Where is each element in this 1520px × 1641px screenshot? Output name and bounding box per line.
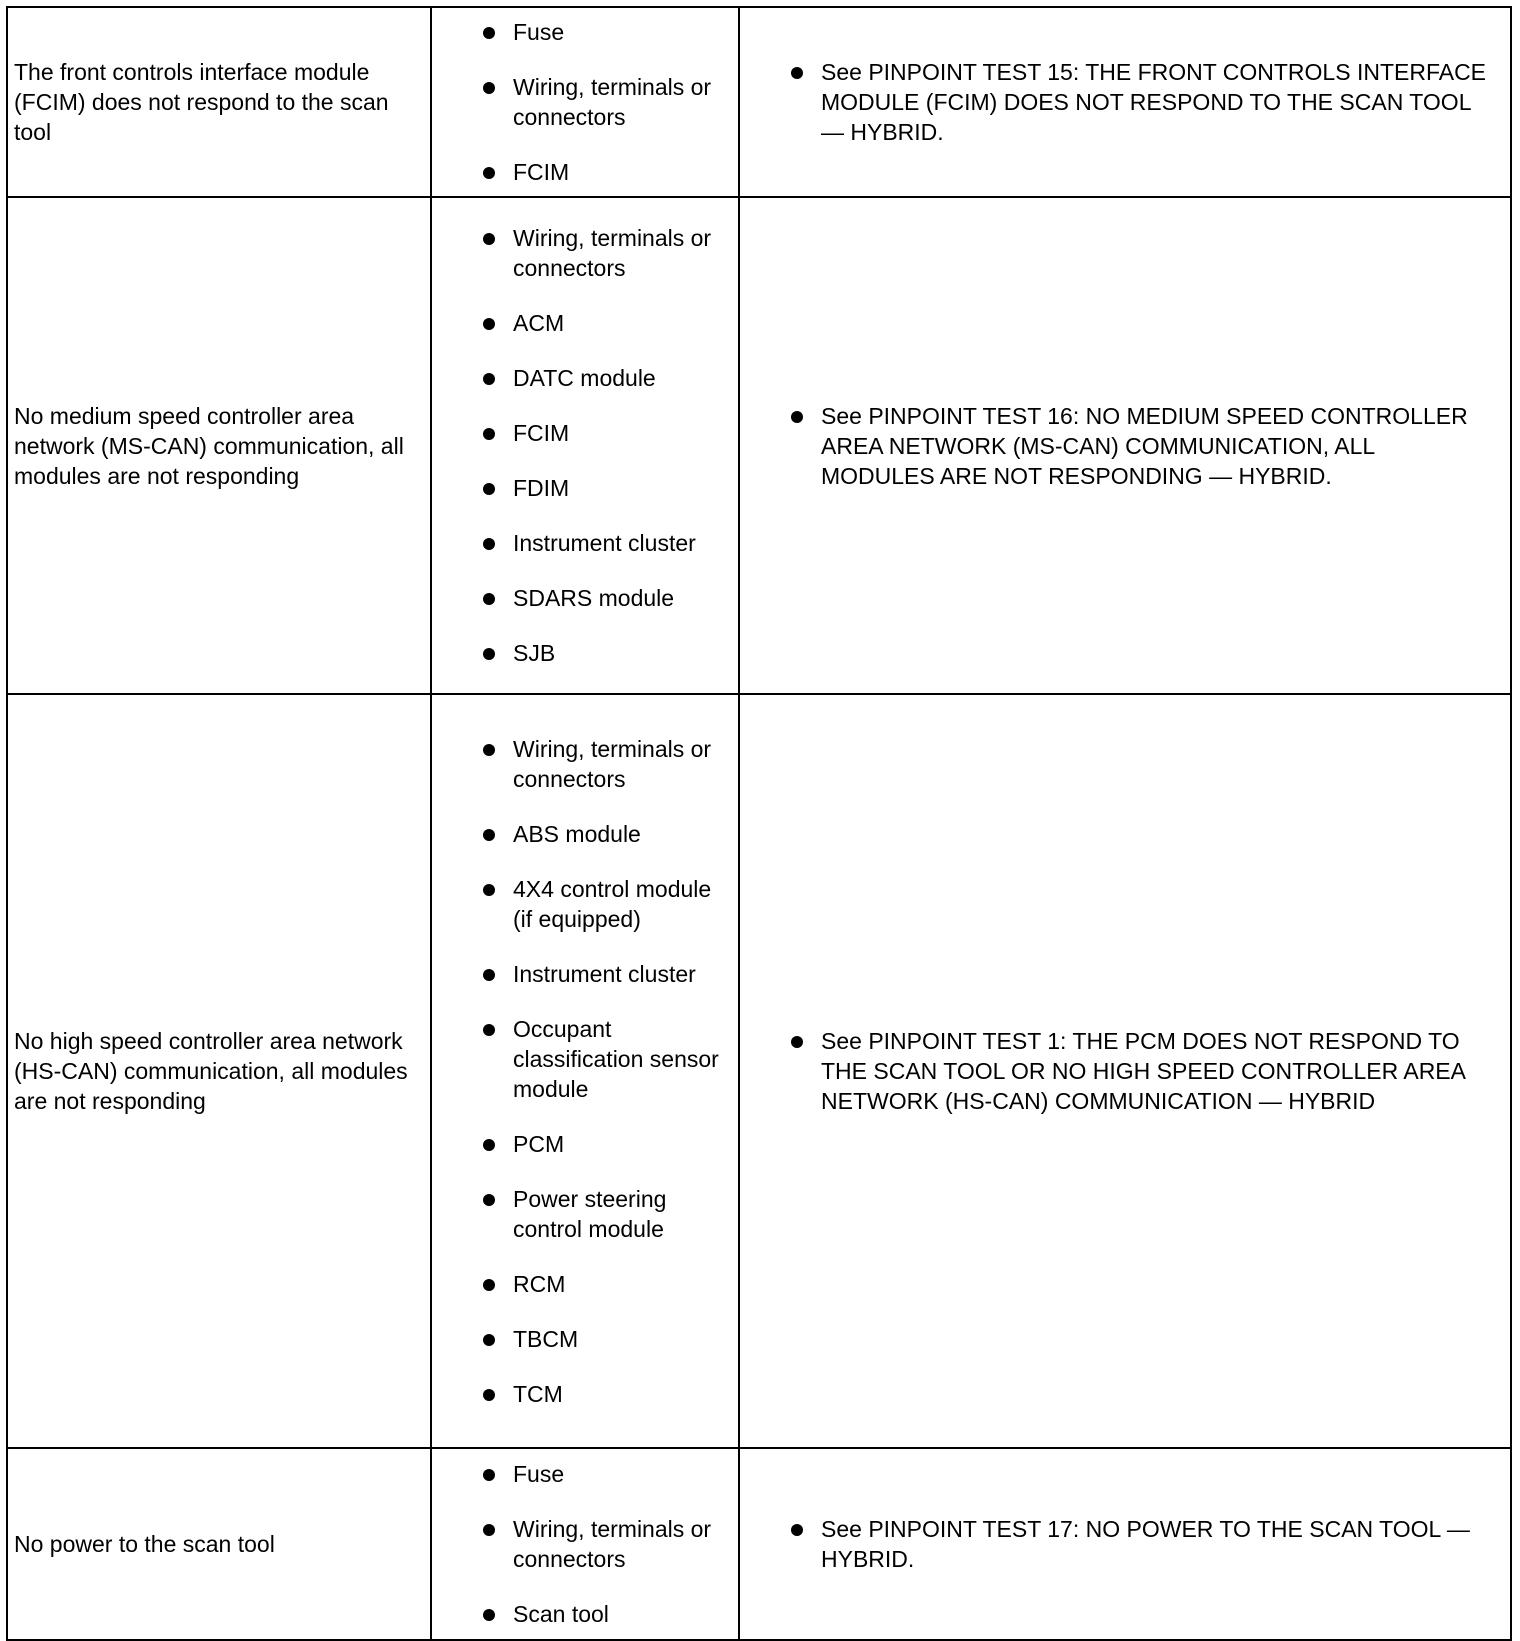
condition-cell (7, 1448, 431, 1640)
list-item (432, 1599, 738, 1629)
cause-text: 4X4 control module (if equipped) (513, 875, 712, 932)
action-list (740, 401, 1510, 491)
cause-text: TCM (513, 1380, 563, 1407)
possible-causes-cell (431, 694, 739, 1448)
cause-text: Wiring, terminals or connectors (513, 225, 712, 281)
bullet-icon (483, 1139, 495, 1151)
list-item (432, 1014, 738, 1104)
cause-list (432, 223, 738, 668)
bullet-icon (483, 318, 495, 330)
bullet-icon (791, 1524, 803, 1536)
bullet-icon (483, 1609, 495, 1621)
cause-text: ACM (513, 310, 565, 336)
list-item (432, 819, 738, 849)
list-item (432, 473, 738, 503)
bullet-icon (483, 233, 495, 245)
action-cell (739, 694, 1511, 1448)
cause-text: Fuse (513, 1461, 565, 1487)
cause-text: SJB (513, 640, 556, 666)
possible-causes-cell (431, 197, 739, 694)
list-item (432, 72, 738, 132)
list-item (432, 638, 738, 668)
list-item (432, 583, 738, 613)
bullet-icon (483, 829, 495, 841)
list-item (432, 528, 738, 558)
cause-text: ABS module (513, 820, 641, 847)
action-list (740, 1026, 1510, 1116)
list-item (740, 1514, 1510, 1574)
bullet-icon (483, 1194, 495, 1206)
list-item (740, 401, 1510, 491)
cause-text: FDIM (513, 475, 570, 501)
cause-text: PCM (513, 1130, 565, 1157)
possible-causes-cell (431, 1448, 739, 1640)
bullet-icon (483, 648, 495, 660)
bullet-icon (483, 1279, 495, 1291)
bullet-icon (483, 428, 495, 440)
possible-causes-cell (431, 7, 739, 197)
bullet-icon (483, 27, 495, 39)
table-row (7, 694, 1511, 1448)
cause-text: Instrument cluster (513, 960, 696, 987)
cause-list (432, 734, 738, 1409)
bullet-icon (483, 1524, 495, 1536)
bullet-icon (483, 483, 495, 495)
cause-text: Wiring, terminals or connectors (513, 74, 712, 130)
cause-text: FCIM (513, 159, 570, 185)
symptom-chart-table (6, 6, 1512, 1641)
cause-text: TBCM (513, 1325, 579, 1352)
condition-text: No high speed controller area network (HS-CAN) communication, all modules are not responding (14, 1028, 408, 1114)
list-item (432, 308, 738, 338)
bullet-icon (483, 884, 495, 896)
bullet-icon (483, 373, 495, 385)
condition-cell (7, 197, 431, 694)
cause-text: Instrument cluster (513, 530, 696, 556)
list-item (432, 223, 738, 283)
list-item (432, 1324, 738, 1354)
condition-text: No power to the scan tool (14, 1531, 275, 1557)
action-text: See PINPOINT TEST 1: THE PCM DOES NOT RESPOND TO THE SCAN TOOL OR NO HIGH SPEED CONTROLLER AREA NETWORK (HS-CAN) COMMUNICATION — HYBRID (821, 1028, 1465, 1114)
cause-text: Scan tool (513, 1601, 609, 1627)
list-item (432, 1459, 738, 1489)
cause-text: Wiring, terminals or connectors (513, 735, 712, 792)
bullet-icon (483, 538, 495, 550)
cause-list (432, 17, 738, 187)
action-cell (739, 197, 1511, 694)
cause-text: Wiring, terminals or connectors (513, 1516, 712, 1572)
list-item (432, 1514, 738, 1574)
action-list (740, 57, 1510, 147)
list-item (432, 1269, 738, 1299)
bullet-icon (483, 1024, 495, 1036)
list-item (432, 1129, 738, 1159)
list-item (432, 363, 738, 393)
cause-text: Fuse (513, 19, 565, 45)
cause-text: Power steering control module (513, 1185, 667, 1242)
list-item (740, 57, 1510, 147)
bullet-icon (483, 744, 495, 756)
table-row (7, 7, 1511, 197)
action-text: See PINPOINT TEST 16: NO MEDIUM SPEED CONTROLLER AREA NETWORK (MS-CAN) COMMUNICATION, ALL MODULES ARE NOT RESPONDING — HYBRID. (821, 402, 1468, 489)
list-item (432, 418, 738, 448)
list-item (432, 874, 738, 934)
bullet-icon (791, 411, 803, 423)
condition-text: The front controls interface module (FCIM) does not respond to the scan tool (14, 59, 389, 145)
list-item (432, 17, 738, 47)
action-list (740, 1514, 1510, 1574)
list-item (432, 959, 738, 989)
cause-text: FCIM (513, 420, 570, 446)
bullet-icon (483, 1469, 495, 1481)
cause-text: DATC module (513, 365, 656, 391)
bullet-icon (791, 1036, 803, 1048)
bullet-icon (483, 1389, 495, 1401)
bullet-icon (483, 167, 495, 179)
condition-cell (7, 7, 431, 197)
bullet-icon (483, 82, 495, 94)
cause-text: RCM (513, 1270, 566, 1297)
bullet-icon (791, 67, 803, 79)
condition-text: No medium speed controller area network (MS-CAN) communication, all modules are not responding (14, 402, 404, 489)
bullet-icon (483, 969, 495, 981)
cause-list (432, 1459, 738, 1629)
cause-text: SDARS module (513, 585, 675, 611)
action-cell (739, 7, 1511, 197)
list-item (740, 1026, 1510, 1116)
action-text: See PINPOINT TEST 17: NO POWER TO THE SCAN TOOL — HYBRID. (821, 1516, 1470, 1572)
table-row (7, 1448, 1511, 1640)
list-item (432, 1184, 738, 1244)
list-item (432, 734, 738, 794)
list-item (432, 157, 738, 187)
table-row (7, 197, 1511, 694)
action-text: See PINPOINT TEST 15: THE FRONT CONTROLS INTERFACE MODULE (FCIM) DOES NOT RESPOND TO THE SCAN TOOL — HYBRID. (821, 59, 1487, 145)
bullet-icon (483, 593, 495, 605)
condition-cell (7, 694, 431, 1448)
bullet-icon (483, 1334, 495, 1346)
cause-text: Occupant classification sensor module (513, 1015, 719, 1102)
list-item (432, 1379, 738, 1409)
action-cell (739, 1448, 1511, 1640)
